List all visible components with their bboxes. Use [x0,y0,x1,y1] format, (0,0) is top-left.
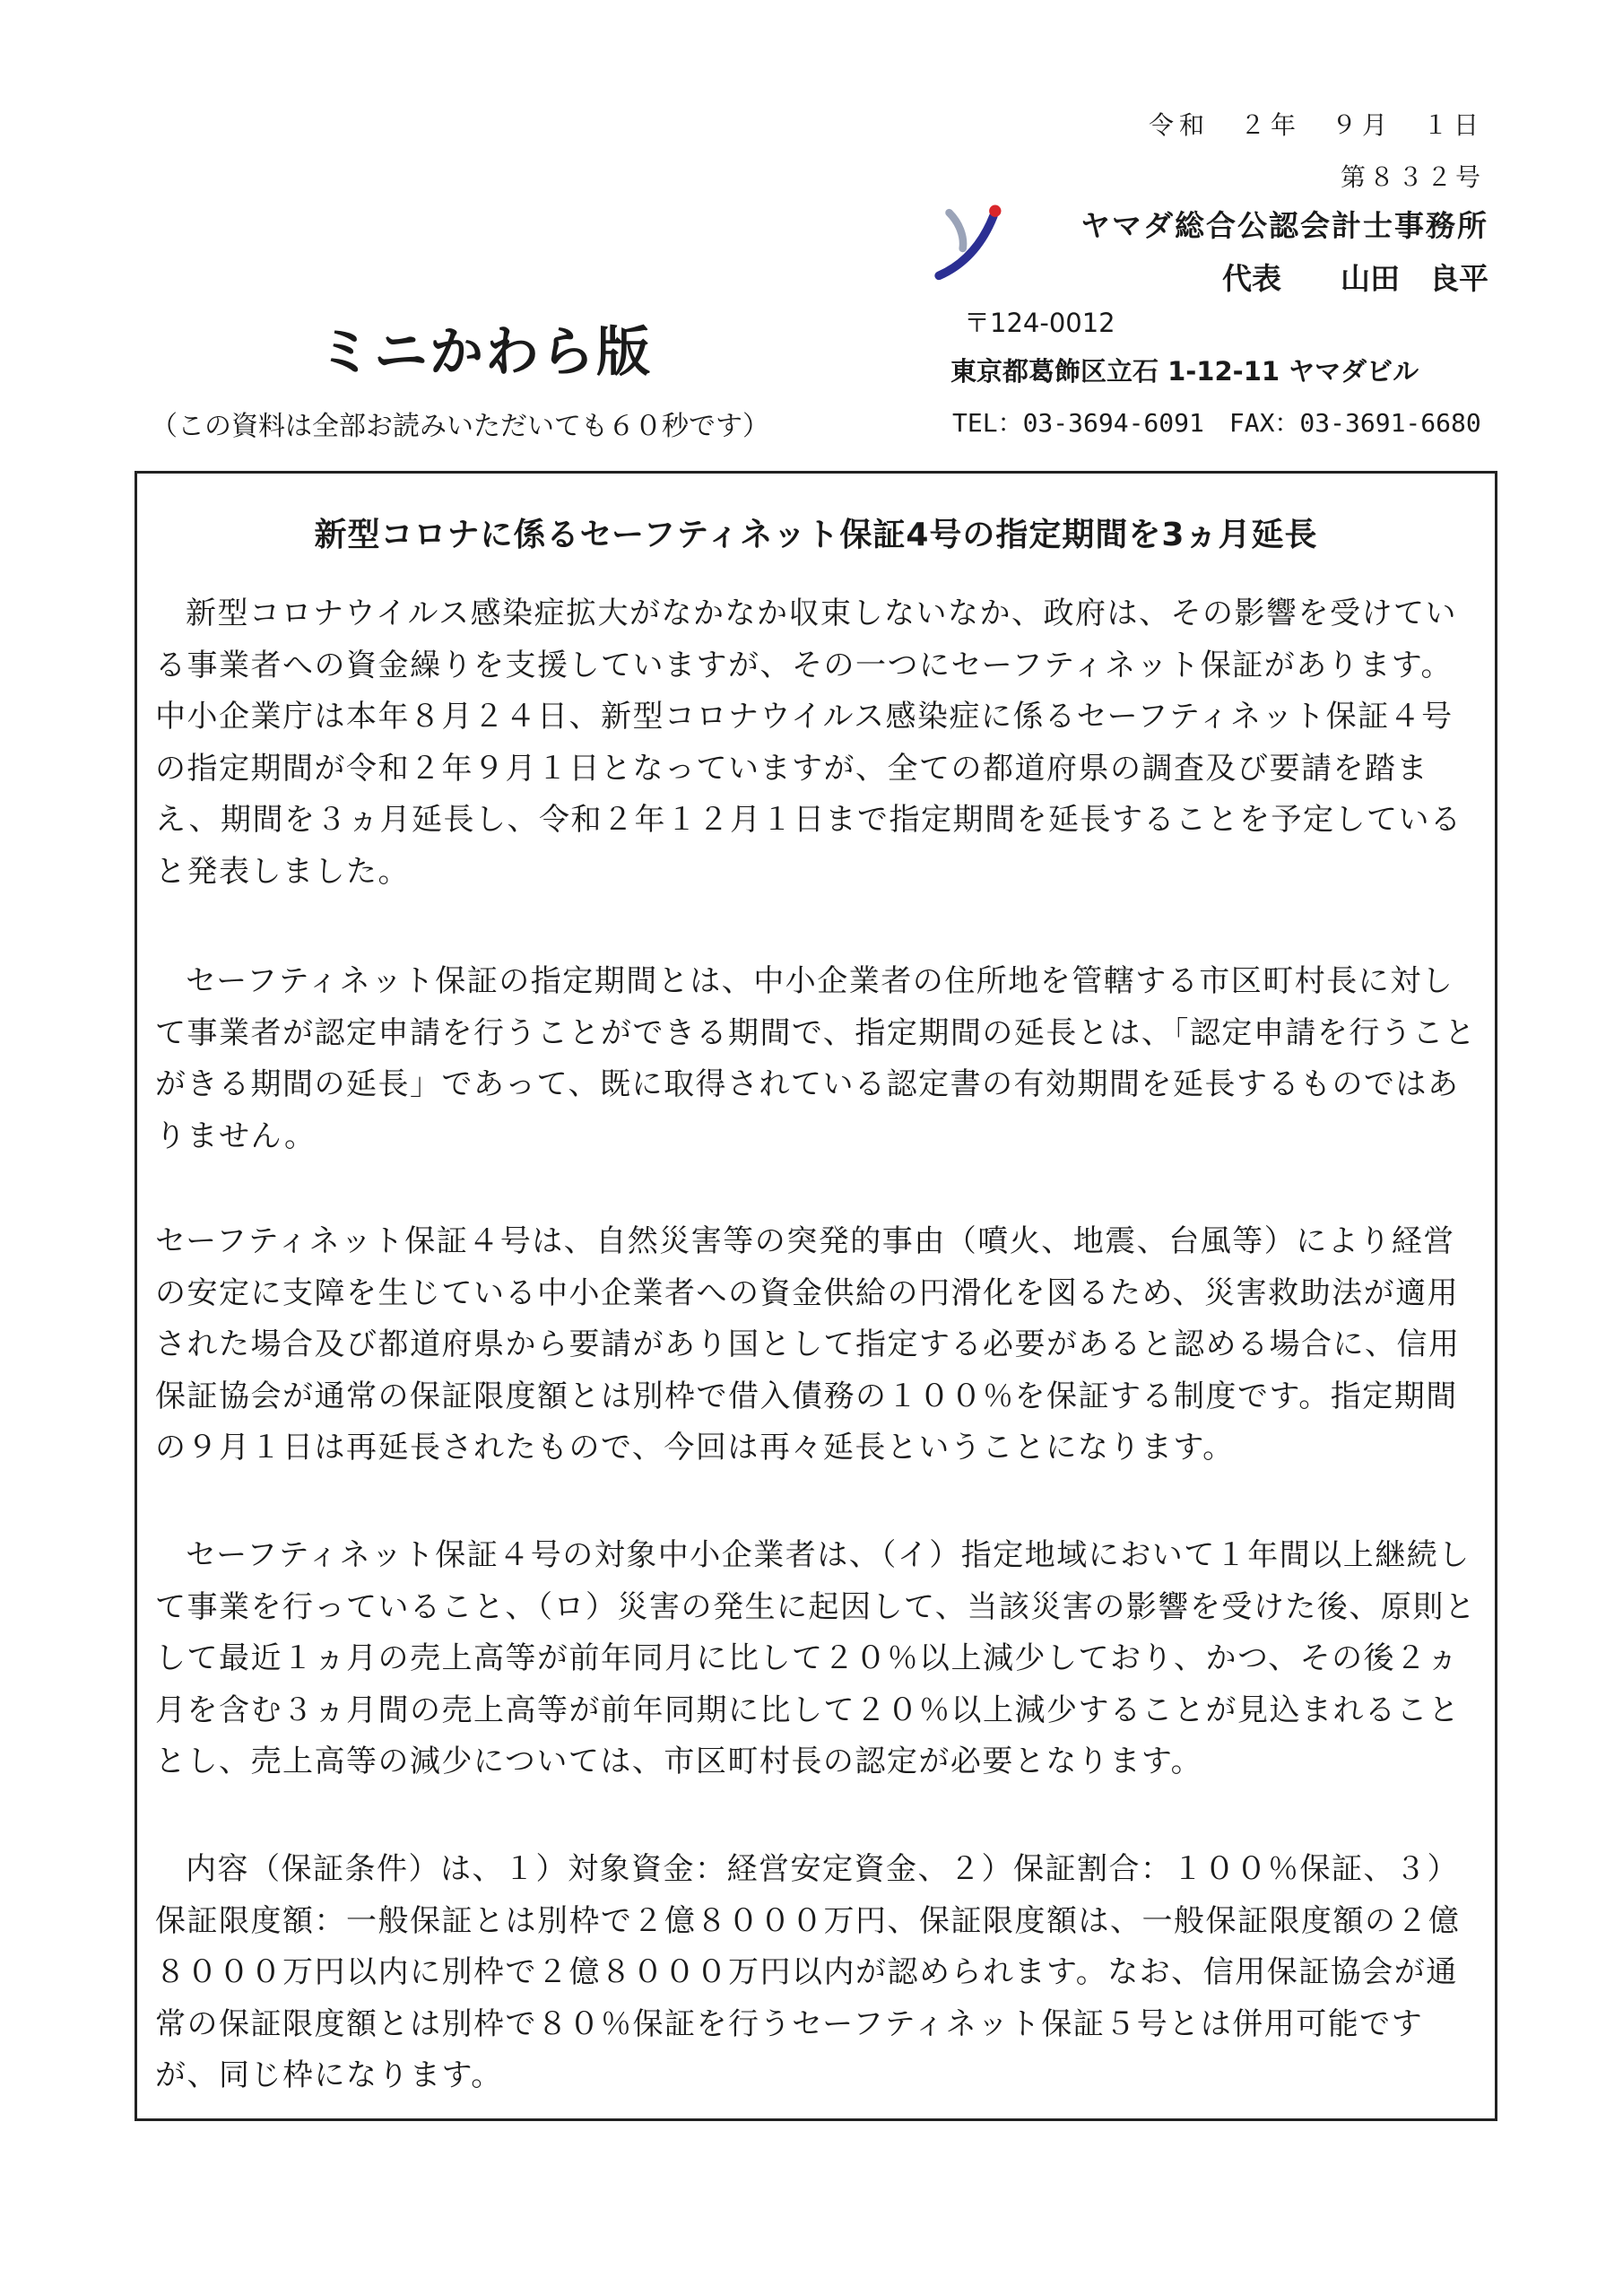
issue-number: 第８３２号 [1340,162,1484,192]
article-paragraph-5: 内容（保証条件）は、１）対象資金：経営安定資金、２）保証割合：１００％保証、３）保証限度額：一般保証とは別枠で２億８０００万円、保証限度額は、一般保証限度額の２億８０００万円以内に別枠で２億８０００万円以内が認められます。なお、信用保証協会が通常の保証限度額とは別枠で８０％保証を行うセーフティネット保証５号とは併用可能ですが、同じ枠になります。 [155,1851,1461,2093]
article-paragraph-3: セーフティネット保証４号は、自然災害等の突発的事由（噴火、地震、台風等）により経営の安定に支障を生じている中小企業者への資金供給の円滑化を図るため、災害救助法が適用された場合及び都道府県から要請があり国として指定する必要があると認める場合に、信用保証協会が通常の保証限度額とは別枠で借入債務の１００％を保証する制度です。指定期間の９月１日は再延長されたもので、今回は再々延長ということになります。 [155,1223,1461,1465]
firm-address: 東京都葛飾区立石 1-12-11 ヤマダビル [950,356,1419,387]
article-paragraph-1: 新型コロナウイルス感染症拡大がなかなか収束しないなか、政府は、その影響を受けている事業者への資金繰りを支援していますが、その一つにセーフティネット保証があります。中小企業庁は本年８月２４日、新型コロナウイルス感染症に係るセーフティネット保証４号の指定期間が令和２年９月１日となっていますが、全ての都道府県の調査及び要請を踏まえ、期間を３ヵ月延長し、令和２年１２月１日まで指定期間を延長することを予定していると発表しました。 [155,596,1462,890]
publication-title: ミニかわら版 [318,321,652,384]
postal-code: 〒124-0012 [964,308,1115,338]
article-paragraph-2: セーフティネット保証の指定期間とは、中小企業者の住所地を管轄する市区町村長に対して事業者が認定申請を行うことができる期間で、指定期間の延長とは、「認定申請を行うことがきる期間の延長」であって、既に取得されている認定書の有効期間を延長するものではありません。 [155,963,1477,1154]
representative-name: 代表 山田 良平 [1222,261,1488,296]
issue-date: 令和 ２年 ９月 １日 [1148,110,1484,140]
tel-fax: TEL：03-3694-6091 FAX：03-3691-6680 [952,408,1481,438]
article-paragraph-4: セーフティネット保証４号の対象中小企業者は、（イ）指定地域において１年間以上継続して事業を行っていること、（ロ）災害の発生に起因して、当該災害の影響を受けた後、原則として最近１ヵ月の売上高等が前年同月に比して２０％以上減少しており、かつ、その後２ヵ月を含む３ヵ月間の売上高等が前年同期に比して２０％以上減少することが見込まれることとし、売上高等の減少については、市区町村長の認定が必要となります。 [155,1537,1477,1779]
yamada-logo-icon [924,197,1009,283]
firm-name: ヤマダ総合公認会計士事務所 [1081,208,1488,243]
reading-time-note: （この資料は全部お読みいただいても６０秒です） [151,411,769,442]
article-title: 新型コロナに係るセーフティネット保証4号の指定期間を3ヵ月延長 [314,517,1318,553]
article-box [135,471,1497,2121]
